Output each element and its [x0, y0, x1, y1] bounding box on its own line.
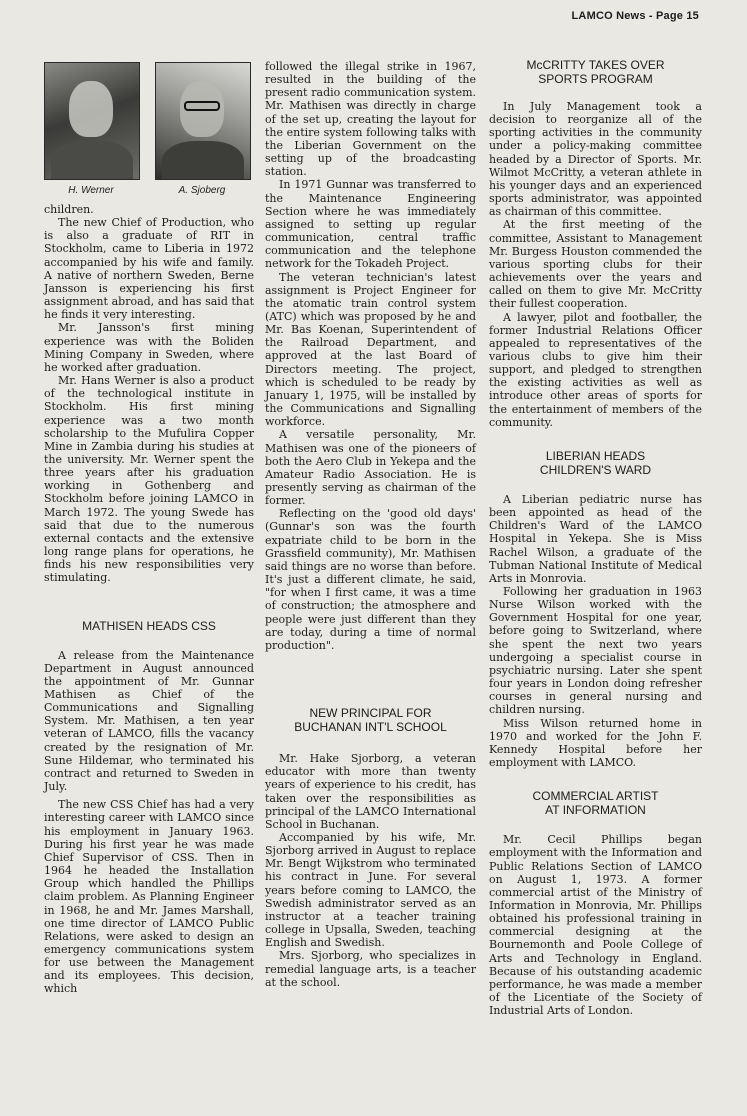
paragraph: A release from the Maintenance Department in August announced the appointment of Mr. Gunnar Mathisen as Chief of the Communications and Signalling System. Mr. Mathisen, a ten year veteran of LAMCO, fills the vacancy created by the resignation of Mr. Sune Hildemar, who terminated his contract and returned to Sweden in July.: [44, 648, 254, 794]
werner-caption: H. Werner: [68, 185, 114, 196]
principal-headline: [265, 706, 476, 734]
paragraph: A Liberian pediatric nurse has been appointed as head of the Children's Ward of the LAMCO Hospital in Yekepa. She is Miss Rachel Wilson, a graduate of the Tubman National Institute of Medical Arts in Monrovia.: [489, 492, 702, 585]
ward-headline-line-2: CHILDREN'S WARD: [539, 462, 652, 477]
paragraph: Following her graduation in 1963 Nurse Wilson worked with the Government Hospital for one year, before going to Switzerland, where she spent the next two years undergoing a specialist course in psychiatric nursing. Later she spent four years in London doing refresher courses in general nursing and children nursing.: [489, 585, 702, 717]
ward-headline: [489, 449, 702, 477]
artist-headline-line-2: AT INFORMATION: [545, 803, 646, 818]
glasses-icon: [184, 101, 220, 111]
paragraph: The veteran technician's latest assignment is Project Engineer for the atomatic train control system (ATC) which was proposed by he and Mr. Bas Koenan, Superintendent of the Railroad Department, and approved at the last Board of Directors meeting. The project, which is scheduled to be ready by January 1, 1975, will be installed by the Communications and Signalling workforce.: [265, 270, 476, 429]
artist-headline-line-1: COMMERCIAL ARTIST: [532, 789, 659, 804]
paragraph: Miss Wilson returned home in 1970 and worked for the John F. Kennedy Hospital before her employment with LAMCO.: [489, 716, 702, 770]
portrait-shoulders: [162, 141, 244, 180]
sports-headline-line-1: McCRITTY TAKES OVER: [526, 58, 665, 72]
ward-headline-line-1: LIBERIAN HEADS: [545, 448, 646, 463]
sjoberg-photo: [155, 62, 251, 180]
paragraph: The new Chief of Production, who is also a graduate of RIT in Stockholm, came to Liberia in 1972 accompanied by his wife and family. A native of northern Sweden, Berne Jansson is experiencing his first assignment abroad, and has said that he finds it very interesting.: [44, 216, 254, 322]
paragraph: Mr. Hake Sjorborg, a veteran educator with more than twenty years of experience to his credit, has taken over the responsibilities as principal of the LAMCO International School in Buchanan.: [265, 752, 476, 831]
paragraph: A versatile personality, Mr. Mathisen was one of the pioneers of both the Aero Club in Yekepa and the Amateur Radio Association. He is presently serving as chairman of the former.: [265, 428, 476, 508]
paragraph: In July Management took a decision to reorganize all of the sporting activities in the community under a policy-making committee headed by a Director of Sports. Mr. Wilmot McCritty, a veteran athlete in his younger days and an experienced sports administrator, was appointed as chairman of this committee.: [489, 100, 702, 219]
sports-headline: [489, 58, 702, 86]
principal-headline-line-1: NEW PRINCIPAL FOR: [309, 706, 432, 721]
column-3: [489, 58, 702, 1017]
paragraph: A lawyer, pilot and footballer, the former Industrial Relations Officer appealed to representatives of the various clubs to give him their support, and pledged to strengthen the existing activities as well as introduce other areas of sports for the entertainment of members of the community.: [489, 310, 702, 429]
principal-headline-line-2: BUCHANAN INT'L SCHOOL: [294, 720, 447, 735]
page-header: LAMCO News - Page 15: [571, 10, 699, 22]
paragraph: Mrs. Sjorborg, who specializes in remedial language arts, is a teacher at the school.: [265, 949, 476, 989]
column-1: [44, 60, 254, 996]
paragraph: Mr. Jansson's first mining experience was with the Boliden Mining Company in Sweden, where he worked after graduation.: [44, 321, 254, 374]
column-2: [265, 60, 476, 989]
werner-photo: [44, 62, 140, 180]
sjoberg-caption: A. Sjoberg: [178, 185, 226, 196]
paragraph: Mr. Hans Werner is also a product of the technological institute in Stockholm. His first mining experience was a two month scholarship to the Mufulira Copper Mine in Zambia during his studies at the university. Mr. Werner spent the three years after his graduation working in Gothenberg and Stockholm before joining LAMCO in March 1972. The young Swede has said that due to the numerous external contacts and the extensive long range plans for operations, he finds his new responsibilities very stimulating.: [44, 374, 254, 585]
paragraph: In 1971 Gunnar was transferred to the Maintenance Engineering Section where he was immediately assigned to setting up regular communication, central traffic communication and the telephone network for the Tokadeh Project.: [265, 178, 476, 271]
photo-row: [44, 60, 254, 203]
paragraph: Accompanied by his wife, Mr. Sjorborg arrived in August to replace Mr. Bengt Wijkstrom who terminated his contract in June. For several years before coming to LAMCO, the Swedish administrator served as an instructor at a teacher training college in Upsalla, Sweden, teaching English and Swedish.: [265, 830, 476, 950]
portrait-shoulders: [51, 141, 133, 180]
sports-headline-line-2: SPORTS PROGRAM: [538, 72, 653, 86]
paragraph: Reflecting on the 'good old days' (Gunnar's son was the fourth expatriate child to be born in the Grassfield community), Mr. Mathisen said things are no worse than before. It's just a different climate, he said, "for when I first came, it was a time of construction; the atmosphere and people were just different than they are today, during a time of normal production".: [265, 507, 476, 652]
portrait-face: [69, 81, 113, 137]
paragraph: children.: [44, 203, 94, 216]
artist-headline: [489, 789, 702, 817]
mathisen-headline: MATHISEN HEADS CSS: [82, 618, 216, 633]
paragraph: Mr. Cecil Phillips began employment with the Information and Public Relations Section of LAMCO on August 1, 1973. A former commercial artist of the Ministry of Information in Monrovia, Mr. Phillips obtained his professional training in commercial designing at the Bournemonth and Poole College of Arts and Technology in England. Because of his outstanding academic performance, he was made a member of the Licentiate of the Society of Industrial Arts of London.: [489, 833, 702, 1018]
paragraph: The new CSS Chief has had a very interesting career with LAMCO since his employment in January 1963. During his first year he was made Chief Supervisor of CSS. Then in 1964 he headed the Installation Group which handled the Phillips claim problem. As Planning Engineer in 1968, he and Mr. James Marshall, one time director of LAMCO Public Relations, were asked to design an emergency communications system for use between the Management and its employees. This decision, which: [44, 798, 254, 996]
paragraph: At the first meeting of the committee, Assistant to Management Mr. Burgess Houston commended the various sporting clubs for their achievements over the years and called on them to give Mr. McCritty their fullest cooperation.: [489, 218, 702, 311]
paragraph: followed the illegal strike in 1967, resulted in the building of the present radio communication system. Mr. Mathisen was directly in charge of the set up, creating the layout for the entire system following talks with the Liberian Government on the setting up of the broadcasting station.: [265, 60, 476, 179]
